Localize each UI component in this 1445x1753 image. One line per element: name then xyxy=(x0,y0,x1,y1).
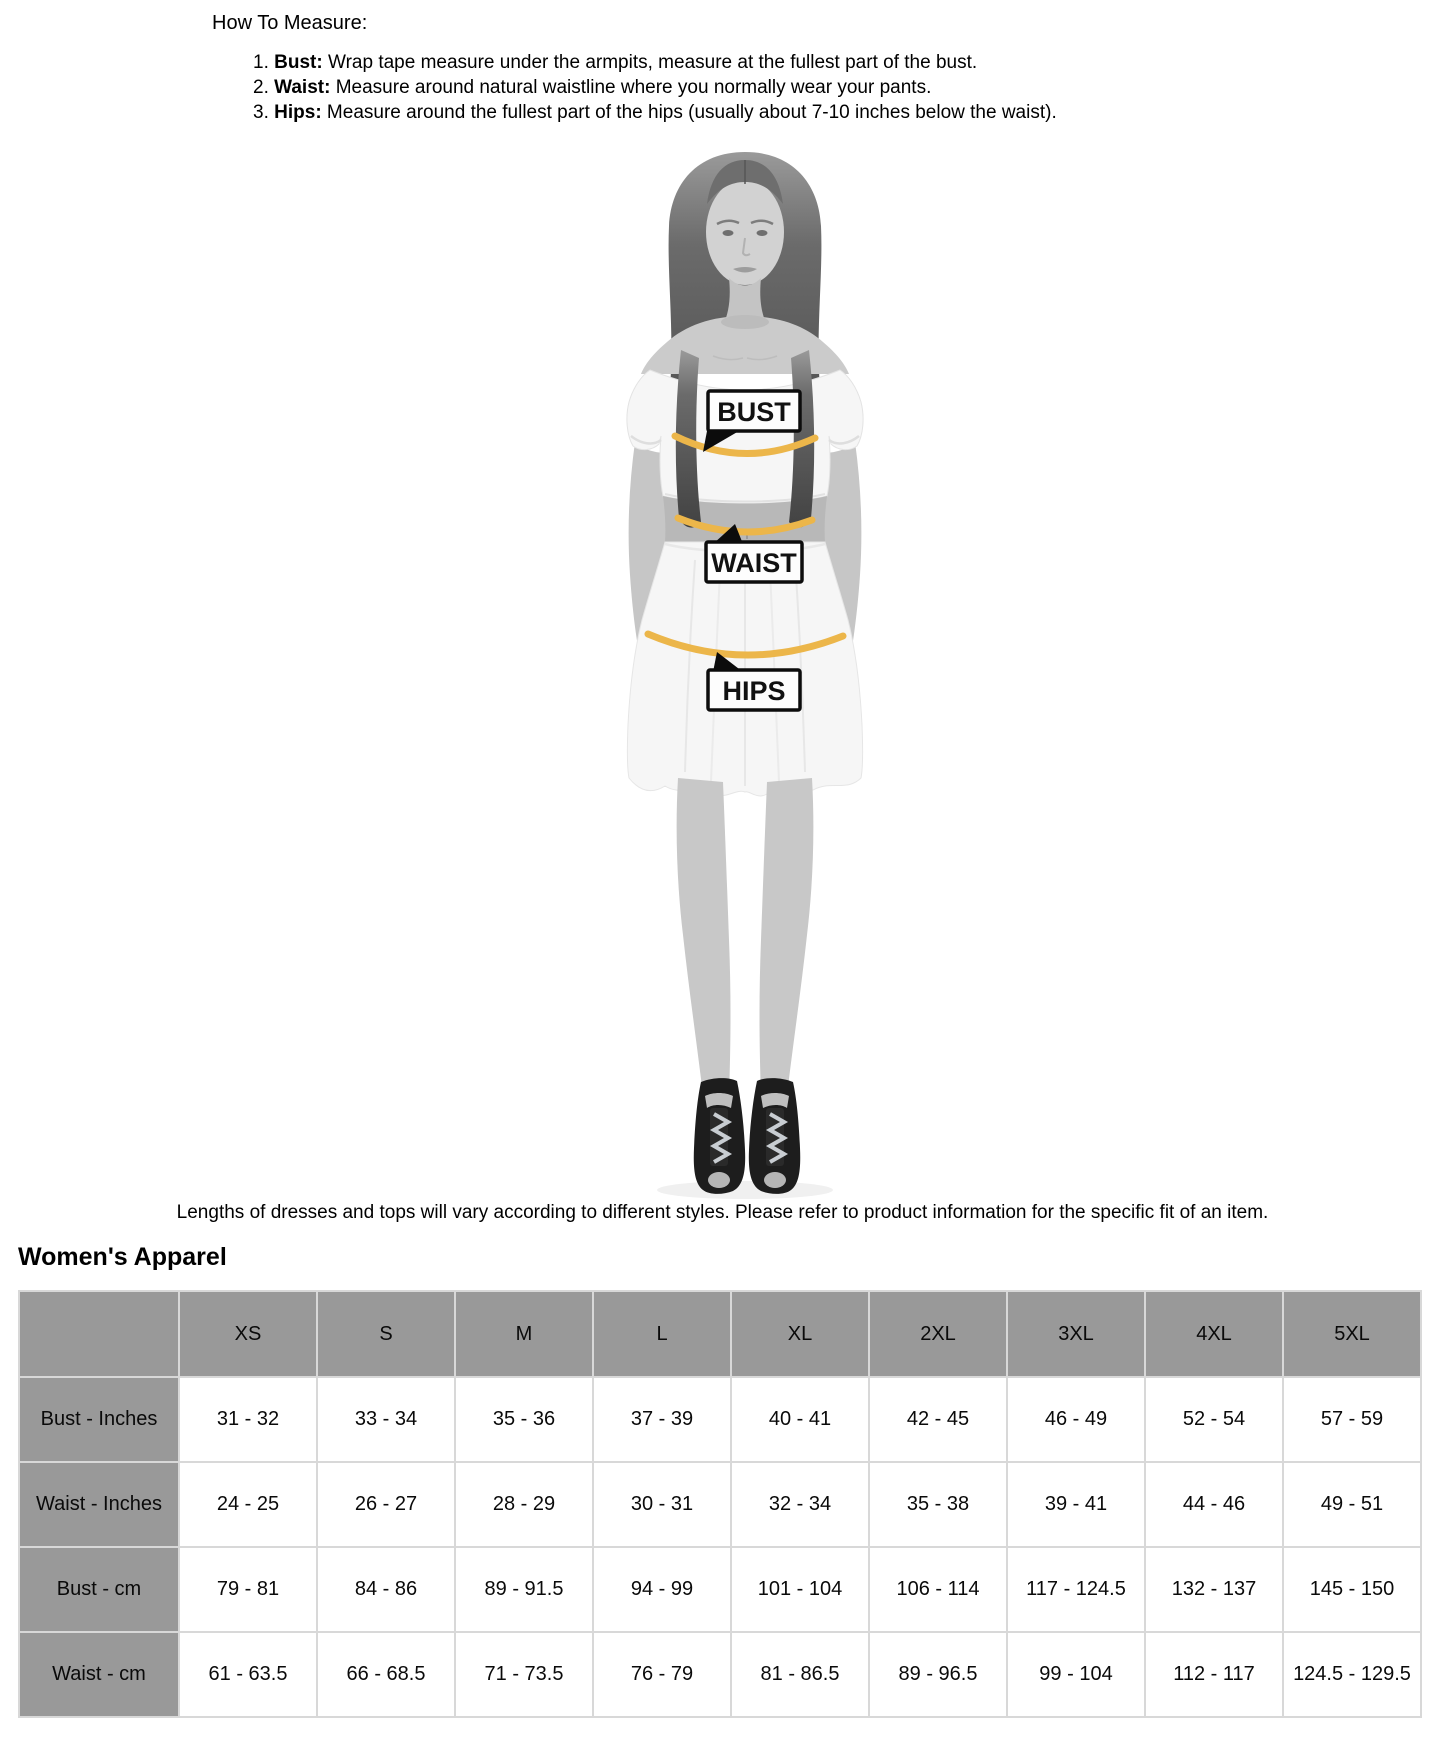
size-cell: 76 - 79 xyxy=(593,1632,731,1717)
step-description: Wrap tape measure under the armpits, measure at the fullest part of the bust. xyxy=(327,52,978,73)
size-cell: 35 - 36 xyxy=(455,1377,593,1462)
size-cell: 61 - 63.5 xyxy=(179,1632,317,1717)
figure-legs xyxy=(677,778,814,1095)
size-cell: 99 - 104 xyxy=(1007,1632,1145,1717)
measure-step-bust xyxy=(253,50,1057,75)
step-term: Bust: xyxy=(274,52,323,73)
size-cell: 117 - 124.5 xyxy=(1007,1547,1145,1632)
size-col-header-3xl: 3XL xyxy=(1007,1291,1145,1377)
size-cell: 31 - 32 xyxy=(179,1377,317,1462)
size-cell: 124.5 - 129.5 xyxy=(1283,1632,1421,1717)
size-cell: 24 - 25 xyxy=(179,1462,317,1547)
size-cell: 101 - 104 xyxy=(731,1547,869,1632)
waist-label-text: WAIST xyxy=(711,548,797,578)
size-chart-table xyxy=(18,1290,1422,1718)
size-cell: 81 - 86.5 xyxy=(731,1632,869,1717)
how-to-measure-heading: How To Measure: xyxy=(212,12,368,34)
size-cell: 39 - 41 xyxy=(1007,1462,1145,1547)
size-col-header-5xl: 5XL xyxy=(1283,1291,1421,1377)
size-cell: 145 - 150 xyxy=(1283,1547,1421,1632)
table-row-waist-inches xyxy=(19,1462,1421,1547)
fit-note: Lengths of dresses and tops will vary according to different styles. Please refer to product information for the specific fit of an item. xyxy=(176,1202,1269,1223)
size-cell: 35 - 38 xyxy=(869,1462,1007,1547)
size-cell: 28 - 29 xyxy=(455,1462,593,1547)
size-cell: 94 - 99 xyxy=(593,1547,731,1632)
size-col-header-xl: XL xyxy=(731,1291,869,1377)
measurement-figure xyxy=(445,140,1045,1205)
step-number: 1. xyxy=(253,52,269,73)
size-cell: 37 - 39 xyxy=(593,1377,731,1462)
size-cell: 71 - 73.5 xyxy=(455,1632,593,1717)
size-col-header-2xl: 2XL xyxy=(869,1291,1007,1377)
step-term: Waist: xyxy=(274,77,331,98)
size-cell: 89 - 91.5 xyxy=(455,1547,593,1632)
size-chart-header-row xyxy=(19,1291,1421,1377)
table-row-bust-inches xyxy=(19,1377,1421,1462)
row-label: Bust - cm xyxy=(19,1547,179,1632)
size-cell: 112 - 117 xyxy=(1145,1632,1283,1717)
step-description: Measure around natural waistline where you normally wear your pants. xyxy=(335,77,932,98)
size-cell: 66 - 68.5 xyxy=(317,1632,455,1717)
size-cell: 40 - 41 xyxy=(731,1377,869,1462)
size-cell: 46 - 49 xyxy=(1007,1377,1145,1462)
measure-step-hips xyxy=(253,100,1057,125)
size-cell: 49 - 51 xyxy=(1283,1462,1421,1547)
row-label: Waist - Inches xyxy=(19,1462,179,1547)
size-cell: 132 - 137 xyxy=(1145,1547,1283,1632)
size-col-header-blank xyxy=(19,1291,179,1377)
size-col-header-s: S xyxy=(317,1291,455,1377)
size-cell: 89 - 96.5 xyxy=(869,1632,1007,1717)
measure-step-waist xyxy=(253,75,1057,100)
measure-steps xyxy=(253,50,1057,125)
size-cell: 84 - 86 xyxy=(317,1547,455,1632)
size-col-header-4xl: 4XL xyxy=(1145,1291,1283,1377)
step-description: Measure around the fullest part of the hips (usually about 7-10 inches below the waist). xyxy=(326,102,1057,123)
step-number: 3. xyxy=(253,102,269,123)
bust-label-text: BUST xyxy=(717,397,791,427)
size-col-header-m: M xyxy=(455,1291,593,1377)
row-label: Waist - cm xyxy=(19,1632,179,1717)
floor-shadow xyxy=(657,1181,833,1199)
size-cell: 30 - 31 xyxy=(593,1462,731,1547)
size-cell: 44 - 46 xyxy=(1145,1462,1283,1547)
size-col-header-l: L xyxy=(593,1291,731,1377)
figure-shoes xyxy=(694,1078,800,1194)
row-label: Bust - Inches xyxy=(19,1377,179,1462)
hips-label-text: HIPS xyxy=(722,676,786,706)
step-number: 2. xyxy=(253,77,269,98)
size-cell: 57 - 59 xyxy=(1283,1377,1421,1462)
size-cell: 32 - 34 xyxy=(731,1462,869,1547)
step-term: Hips: xyxy=(274,102,322,123)
size-cell: 106 - 114 xyxy=(869,1547,1007,1632)
figure-face xyxy=(706,160,784,285)
size-cell: 52 - 54 xyxy=(1145,1377,1283,1462)
size-cell: 42 - 45 xyxy=(869,1377,1007,1462)
size-col-header-xs: XS xyxy=(179,1291,317,1377)
size-cell: 26 - 27 xyxy=(317,1462,455,1547)
size-cell: 79 - 81 xyxy=(179,1547,317,1632)
table-row-waist-cm xyxy=(19,1632,1421,1717)
woman-figure-svg xyxy=(445,140,1045,1205)
table-row-bust-cm xyxy=(19,1547,1421,1632)
section-title: Women's Apparel xyxy=(18,1243,227,1271)
size-cell: 33 - 34 xyxy=(317,1377,455,1462)
